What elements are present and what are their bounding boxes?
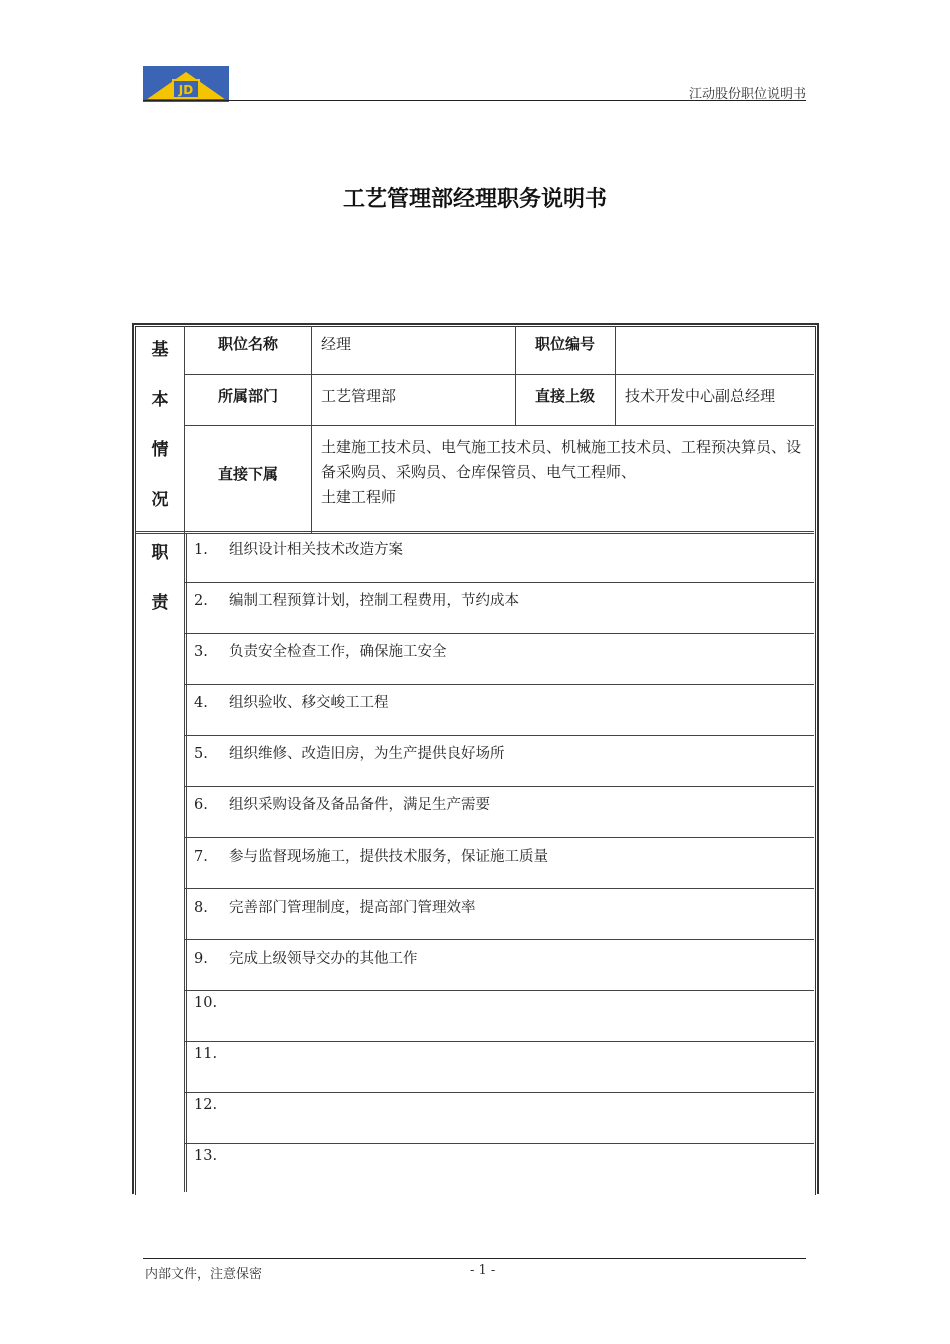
duty-divider bbox=[185, 786, 814, 787]
duty-item bbox=[194, 742, 505, 763]
col-divider-label bbox=[311, 326, 312, 533]
duty-item bbox=[194, 640, 447, 661]
duty-divider bbox=[185, 684, 814, 685]
position-code-label: 职位编号 bbox=[534, 335, 595, 353]
duty-divider bbox=[185, 1143, 814, 1144]
duty-divider bbox=[185, 1092, 814, 1093]
duty-text: 参与监督现场施工，提供技术服务，保证施工质量 bbox=[229, 849, 548, 865]
duty-number: 9. bbox=[194, 951, 208, 967]
section-char-basic: 情 bbox=[151, 440, 169, 460]
duty-item bbox=[194, 995, 229, 1011]
duty-number: 12. bbox=[194, 1097, 218, 1113]
duty-number: 2. bbox=[194, 593, 208, 609]
duty-item bbox=[194, 793, 490, 814]
footer-confidential: 内部文件，注意保密 bbox=[145, 1267, 263, 1282]
duty-number: 11. bbox=[194, 1046, 218, 1062]
duty-divider bbox=[185, 582, 814, 583]
row-divider-1 bbox=[185, 374, 814, 375]
document-title: 工艺管理部经理职务说明书 bbox=[342, 187, 607, 212]
duty-text: 组织维修、改造旧房，为生产提供良好场所 bbox=[229, 746, 505, 762]
section-char-duties: 职 bbox=[151, 543, 169, 563]
footer-rule bbox=[143, 1258, 806, 1259]
svg-text:JD: JD bbox=[178, 83, 194, 97]
company-logo bbox=[143, 66, 229, 102]
duty-item bbox=[194, 538, 403, 559]
section-char-basic: 本 bbox=[151, 390, 169, 410]
duty-number: 5. bbox=[194, 746, 208, 762]
duty-number: 13. bbox=[194, 1148, 218, 1164]
col-divider-label2 bbox=[615, 326, 616, 426]
department-value: 工艺管理部 bbox=[321, 387, 397, 405]
duty-number: 4. bbox=[194, 695, 208, 711]
subordinates-label: 直接下属 bbox=[217, 465, 278, 483]
row-divider-2 bbox=[185, 425, 814, 426]
duty-divider bbox=[185, 837, 814, 838]
duty-number: 8. bbox=[194, 900, 208, 916]
duty-item bbox=[194, 1148, 229, 1164]
duty-text: 编制工程预算计划，控制工程费用，节约成本 bbox=[229, 593, 519, 609]
duty-number: 10. bbox=[194, 995, 218, 1011]
header-title: 江动股份职位说明书 bbox=[688, 87, 806, 102]
duty-number: 3. bbox=[194, 644, 208, 660]
duty-text: 组织验收、移交峻工工程 bbox=[229, 695, 389, 711]
duty-text: 组织设计相关技术改造方案 bbox=[229, 542, 403, 558]
duty-item bbox=[194, 1097, 229, 1113]
header-rule bbox=[143, 100, 806, 101]
duty-item bbox=[194, 896, 476, 917]
section-char-basic: 况 bbox=[151, 490, 169, 510]
duty-number: 7. bbox=[194, 849, 208, 865]
position-name-value: 经理 bbox=[321, 335, 352, 353]
duty-item bbox=[194, 691, 389, 712]
duty-number: 1. bbox=[194, 542, 208, 558]
subordinates-value: 土建施工技术员、电气施工技术员、机械施工技术员、工程预决算员、设备采购员、采购员、仓库保管员、电气工程师、 土建工程师 bbox=[321, 438, 802, 506]
duty-text: 完善部门管理制度，提高部门管理效率 bbox=[229, 900, 476, 916]
duty-number: 6. bbox=[194, 797, 208, 813]
duty-divider bbox=[185, 1041, 814, 1042]
duty-item bbox=[194, 845, 548, 866]
superior-value: 技术开发中心副总经理 bbox=[625, 387, 776, 405]
page-number: - 1 - bbox=[470, 1263, 496, 1278]
duty-text: 完成上级领导交办的其他工作 bbox=[229, 951, 418, 967]
duty-text: 组织采购设备及备品备件，满足生产需要 bbox=[229, 797, 490, 813]
section-divider-b bbox=[135, 533, 814, 534]
department-label: 所属部门 bbox=[217, 387, 278, 405]
duty-item bbox=[194, 1046, 229, 1062]
position-name-label: 职位名称 bbox=[217, 335, 278, 353]
duty-divider bbox=[185, 735, 814, 736]
duty-divider bbox=[185, 990, 814, 991]
duty-item bbox=[194, 589, 519, 610]
duty-divider bbox=[185, 939, 814, 940]
section-char-duties: 责 bbox=[151, 593, 169, 613]
section-divider-a bbox=[135, 531, 814, 532]
duty-item bbox=[194, 947, 418, 968]
duty-divider bbox=[185, 633, 814, 634]
section-char-basic: 基 bbox=[151, 340, 169, 360]
col-divider-section-double bbox=[186, 533, 187, 1192]
superior-label: 直接上级 bbox=[534, 387, 595, 405]
duty-text: 负责安全检查工作，确保施工安全 bbox=[229, 644, 447, 660]
duty-divider bbox=[185, 888, 814, 889]
